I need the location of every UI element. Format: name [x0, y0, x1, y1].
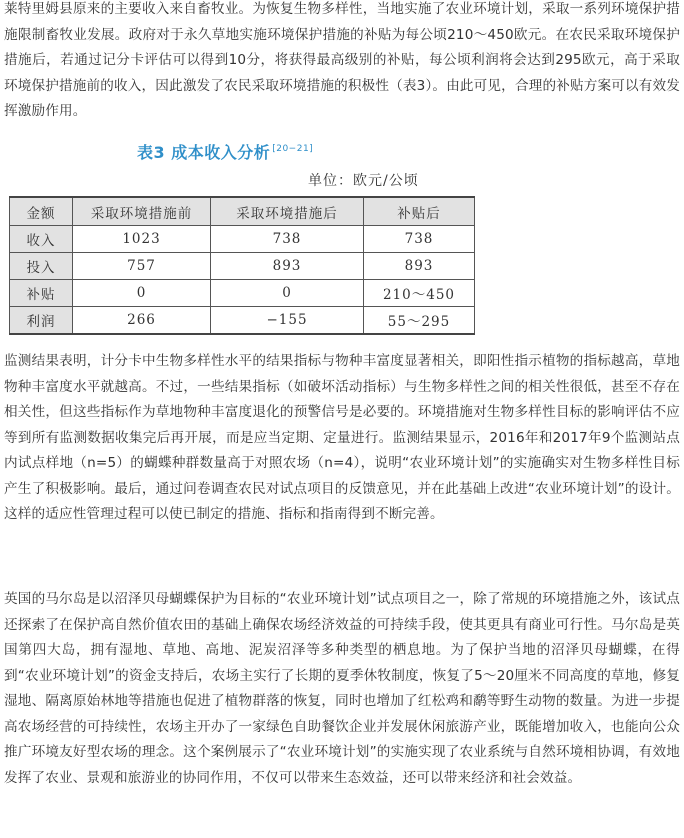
table-cell: −155: [211, 307, 364, 335]
cost-income-table: [9, 196, 475, 335]
table-cell: 738: [211, 226, 364, 253]
paragraph-mull-case: 英国的马尔岛是以沼泽贝母蝴蝶保护为目标的“农业环境计划”试点项目之一，除了常规的环境措施之外，该试点还探索了在保护高自然价值农田的基础上确保农场经济效益的可持续手段，使其更具有商业可行性。马尔岛是英国第四大岛，拥有湿地、草地、高地、泥炭沼泽等多种类型的栖息地。为了保护当地的沼泽贝母蝴蝶，在得到“农业环境计划”的资金支持后，农场主实行了长期的夏季休牧制度，恢复了5～20厘米不同高度的草地，修复湿地、隔离原始林地等措施也促进了植物群落的恢复，同时也增加了红松鸡和鹬等野生动物的数量。为进一步提高农场经营的可持续性，农场主开办了一家绿色自助餐饮企业并发展休闲旅游产业，既能增加收入，也能向公众推广环境友好型农场的理念。这个案例展示了“农业环境计划”的实施实现了农业系统与自然环境相协调，有效地发挥了农业、景观和旅游业的协同作用，不仅可以带来生态效益，还可以带来经济和社会效益。: [4, 591, 680, 786]
paragraph-monitoring: 监测结果表明，计分卡中生物多样性水平的结果指标与物种丰富度显著相关，即阳性指示植物的指标越高，草地物种丰富度水平就越高。不过，一些结果指标（如破坏活动指标）与生物多样性之间的相关性很低，甚至不存在相关性，但这些指标作为草地物种丰富度退化的预警信号是必要的。环境措施对生物多样性目标的影响评估不应等到所有监测数据收集完后再开展，而是应当定期、定量进行。监测结果显示，2016年和2017年9个监测站点内试点样地（n=5）的蝴蝶种群数量高于对照农场（n=4），说明“农业环境计划”的实施确实对生物多样性目标产生了积极影响。最后，通过问卷调查农民对试点项目的反馈意见，并在此基础上改进“农业环境计划”的设计。这样的适应性管理过程可以使已制定的措施、指标和指南得到不断完善。: [4, 353, 680, 522]
table-row: [10, 307, 475, 335]
table-cell: 893: [364, 253, 475, 280]
header-cell: 金额: [10, 197, 73, 226]
table-cell: 1023: [73, 226, 211, 253]
paragraph-intro: 莱特里姆县原来的主要收入来自畜牧业。为恢复生物多样性，当地实施了农业环境计划，采取一系列环境保护措施限制畜牧业发展。政府对于永久草地实施环境保护措施的补贴为每公顷210～450欧元。在农民采取环境保护措施后，若通过记分卡评估可以得到10分，将获得最高级别的补贴，每公顷利润将会达到295欧元，高于采取环境保护措施前的收入，因此激发了农民采取环境措施的积极性（表3）。由此可见，合理的补贴方案可以有效发挥激励作用。: [4, 1, 680, 119]
header-cell: 采取环境措施前: [73, 197, 211, 226]
header-cell: 补贴后: [364, 197, 475, 226]
row-label: 补贴: [10, 280, 73, 307]
row-label: 投入: [10, 253, 73, 280]
table-cell: 738: [364, 226, 475, 253]
row-label: 收入: [10, 226, 73, 253]
table-row: [10, 226, 475, 253]
table-cell: 0: [73, 280, 211, 307]
table-cell: 55～295: [364, 307, 475, 335]
table-cell: 0: [211, 280, 364, 307]
row-label: 利润: [10, 307, 73, 335]
table-cell: 893: [211, 253, 364, 280]
table-row: [10, 253, 475, 280]
table-cell: 210～450: [364, 280, 475, 307]
table-unit: 单位：欧元/公顷: [308, 173, 419, 189]
table-cell: 757: [73, 253, 211, 280]
table-row: [10, 280, 475, 307]
table-cell: 266: [73, 307, 211, 335]
table-caption-text: 表3 成本收入分析: [137, 143, 271, 162]
table-citation: [20−21]: [272, 144, 314, 154]
table-header-row: [10, 197, 475, 226]
table-caption: [137, 140, 313, 163]
header-cell: 采取环境措施后: [211, 197, 364, 226]
